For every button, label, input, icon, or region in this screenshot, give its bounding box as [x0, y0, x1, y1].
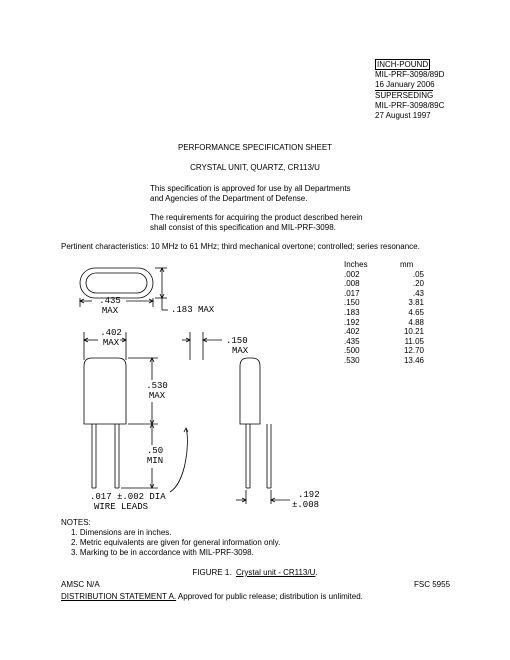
- dim-402-max: MAX: [102, 338, 120, 348]
- note-item: 2. Metric equivalents are given for general information only.: [71, 538, 281, 547]
- cell-inches: .192: [344, 317, 360, 327]
- top-view-outer: [80, 268, 153, 298]
- pertinent-characteristics: Pertinent characteristics: 10 MHz to 61 MHz; third mechanical overtone; controlled; series resonance.: [61, 242, 420, 251]
- header-inches: Inches: [344, 260, 368, 269]
- cell-mm: 12.70: [403, 346, 424, 356]
- cell-mm: 3.81: [408, 298, 424, 308]
- notes-heading: NOTES:: [61, 518, 91, 527]
- cell-inches: .150: [344, 298, 360, 308]
- front-view-can: [84, 358, 126, 424]
- cell-mm: .05: [412, 269, 424, 279]
- requirements-line-1: The requirements for acquiring the product described herein: [150, 213, 363, 222]
- dim-50: [144, 446, 166, 466]
- cell-mm: 10.21: [403, 327, 424, 337]
- dim-435: [96, 296, 124, 316]
- doc-number: MIL-PRF-3098/89D: [375, 70, 445, 79]
- approval-line-1: This specification is approved for use by all Departments: [150, 184, 351, 193]
- distribution-text: Approved for public release; distribution is unlimited.: [176, 592, 363, 601]
- cell-inches: .008: [344, 279, 360, 289]
- requirements-line-2: shall consist of this specification and MIL-PRF-3098.: [150, 223, 336, 232]
- cell-mm: 13.46: [403, 355, 424, 365]
- superseded-date: 27 August 1997: [375, 111, 431, 120]
- cell-inches: .017: [344, 288, 360, 298]
- cell-mm: .43: [412, 288, 424, 298]
- distribution-label: DISTRIBUTION STATEMENT A.: [61, 592, 177, 601]
- note-item: 3. Marking to be in accordance with MIL-PRF-3098.: [71, 548, 254, 557]
- cell-mm: .20: [412, 279, 424, 289]
- dim-530-value: .530: [146, 381, 168, 391]
- superseding-label: SUPERSEDING: [375, 91, 434, 100]
- dim-192: [292, 490, 320, 510]
- header-mm: mm: [400, 260, 414, 269]
- cell-mm: 4.65: [408, 307, 424, 317]
- dim-150: [226, 336, 248, 356]
- dim-435-max: MAX: [101, 306, 119, 316]
- dim-530-max: MAX: [148, 391, 166, 401]
- dim-017: [90, 492, 166, 512]
- figure-label: FIGURE 1.: [192, 568, 232, 577]
- cell-inches: .402: [344, 327, 360, 337]
- dim-435-value: .435: [99, 296, 121, 306]
- side-view-can: [240, 358, 260, 424]
- doc-date: 16 January 2006: [375, 80, 435, 89]
- dim-150-value: .150: [226, 336, 248, 346]
- cell-mm: 4.88: [408, 317, 424, 327]
- top-view-inner: [86, 273, 147, 293]
- cell-inches: .002: [344, 269, 360, 279]
- dim-017-line-2: WIRE LEADS: [94, 502, 149, 512]
- dim-008-value: ±.008: [292, 500, 320, 510]
- figure-caption-text: Crystal unit - CR113/U: [235, 568, 316, 577]
- approval-line-2: and Agencies of the Department of Defense.: [150, 194, 308, 203]
- dim-402-value: .402: [100, 328, 122, 338]
- cell-inches: .435: [344, 336, 360, 346]
- notes: [61, 518, 280, 558]
- cell-inches: .500: [344, 346, 360, 356]
- dim-402: [100, 328, 122, 348]
- dim-50-min: MIN: [146, 456, 164, 466]
- dim-150-max: MAX: [232, 346, 249, 356]
- page-title: PERFORMANCE SPECIFICATION SHEET: [177, 143, 333, 152]
- cell-inches: .530: [344, 355, 360, 365]
- cell-inches: .183: [344, 307, 360, 317]
- page-subtitle: CRYSTAL UNIT, QUARTZ, CR113/U: [190, 163, 320, 172]
- dim-50-value: .50: [146, 446, 164, 456]
- dim-192-value: .192: [298, 490, 320, 500]
- inch-pound-label: INCH-POUND: [377, 60, 429, 69]
- amsc-label: AMSC N/A: [61, 580, 100, 589]
- figure-caption: FIGURE 1. Crystal unit - CR113/U.: [192, 568, 318, 577]
- note-item: 1. Dimensions are in inches.: [71, 528, 172, 537]
- dim-530: [144, 381, 170, 401]
- dim-017-line-1: .017 ±.002 DIA: [90, 492, 166, 502]
- cell-mm: 11.05: [404, 336, 424, 346]
- distribution-statement: [61, 592, 363, 601]
- fsc-label: FSC 5955: [414, 580, 451, 589]
- dim-183: .183 MAX: [171, 305, 215, 315]
- notes-list: [61, 528, 280, 558]
- superseded-number: MIL-PRF-3098/89C: [375, 101, 445, 110]
